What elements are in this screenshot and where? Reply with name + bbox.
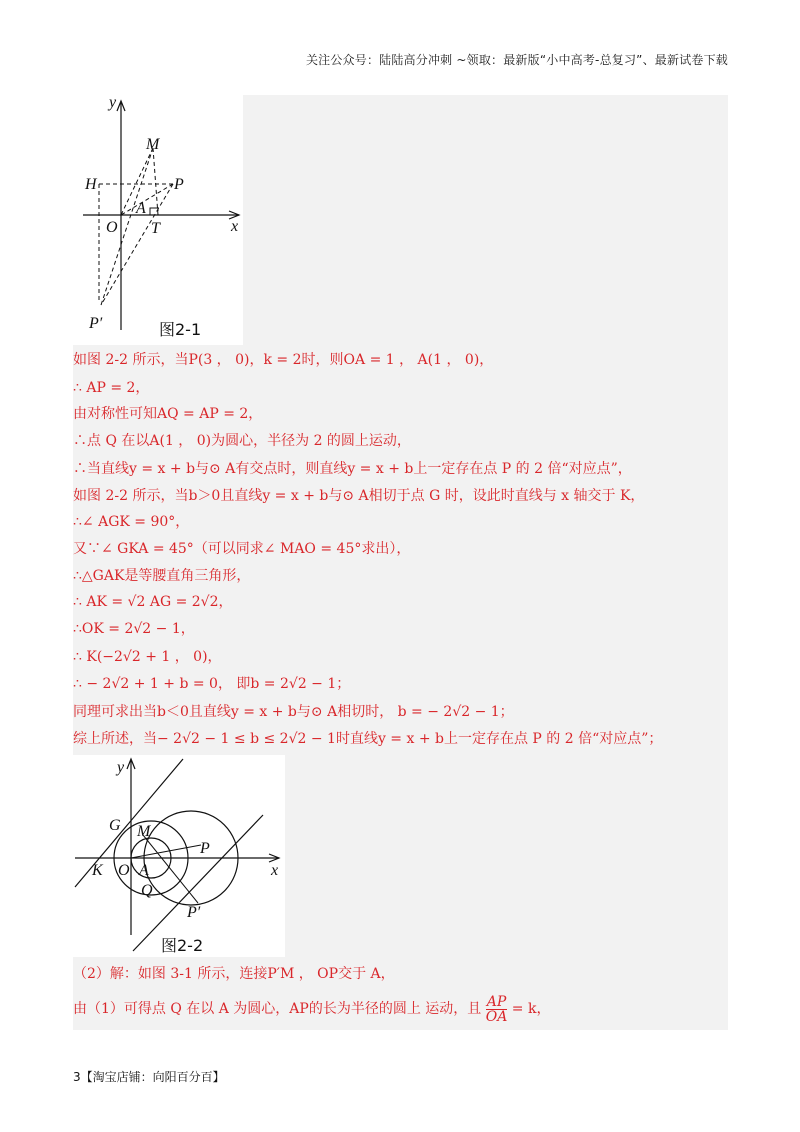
solution-line-17 [73, 994, 550, 1024]
label-O: O [106, 219, 118, 236]
solution-line-8: 又∵∠ GKA = 45°（可以同求∠ MAO = 45°求出）， [73, 541, 411, 557]
solution-line-10: ∴ AK = √2 AG = 2√2， [73, 594, 233, 610]
label-A: A [136, 200, 146, 217]
solution-line-4: ∴点 Q 在以A(1 ， 0)为圆心，半径为 2 的圆上运动， [73, 433, 411, 449]
solution-line-7: ∴∠ AGK = 90°， [73, 514, 190, 530]
figure-2-2-caption: 图2-2 [161, 936, 204, 955]
solution-line-12: ∴ K(−2√2 + 1 ， 0)， [73, 649, 222, 665]
label-G: G [109, 817, 121, 834]
solution-line-5: ∴当直线y = x + b与⊙ A有交点时，则直线y = x + b上一定存在点 P 的 2 倍“对应点”， [73, 461, 632, 477]
figure-2-1-svg [73, 95, 243, 345]
label-K: K [92, 862, 103, 879]
label-O: O [118, 862, 130, 879]
solution-line-6: 如图 2-2 所示，当b＞0且直线y = x + b与⊙ A相切于点 G 时，设此时直线与 x 轴交于 K， [73, 488, 645, 504]
label-P-prime: P′ [187, 904, 201, 921]
page-footer: 3【淘宝店铺：向阳百分百】 [73, 1070, 225, 1084]
figure-2-1-caption: 图2-1 [159, 320, 202, 339]
label-x: x [231, 218, 239, 235]
label-P: P [174, 176, 184, 193]
fraction-AP-OA [486, 995, 508, 1024]
label-P: P [200, 840, 210, 857]
line-17-tail: = k， [511, 1001, 551, 1017]
fraction-numerator: AP [486, 993, 507, 1010]
label-M: M [137, 823, 151, 840]
figure-2-1 [73, 95, 243, 345]
dashed-MT [153, 148, 158, 215]
solution-line-16: （2）解：如图 3-1 所示，连接P′M ， OP交于 A， [73, 966, 395, 982]
label-x: x [271, 862, 279, 879]
solution-line-1: 如图 2-2 所示，当P(3 ， 0)，k = 2时，则OA = 1 ， A(1 ， 0)， [73, 352, 494, 368]
solution-line-13: ∴ − 2√2 + 1 + b = 0， 即b = 2√2 − 1； [73, 676, 351, 692]
solution-line-11: ∴OK = 2√2 − 1， [73, 621, 195, 637]
label-H: H [85, 176, 97, 193]
solution-line-3: 由对称性可知AQ = AP = 2， [73, 406, 263, 422]
figure-2-2-svg [73, 755, 285, 957]
label-y: y [117, 759, 125, 776]
label-y: y [109, 95, 117, 111]
label-T: T [151, 220, 160, 237]
solution-line-2: ∴ AP = 2， [73, 380, 150, 396]
solution-line-14: 同理可求出当b＜0且直线y = x + b与⊙ A相切时， b = − 2√2 − 1； [73, 704, 514, 720]
label-M: M [146, 136, 160, 153]
label-A: A [139, 862, 149, 879]
label-P-prime: P′ [89, 315, 103, 332]
solution-line-15: 综上所述，当− 2√2 − 1 ≤ b ≤ 2√2 − 1时直线y = x + b上一定存在点 P 的 2 倍“对应点”； [73, 731, 663, 747]
segment-OP [131, 845, 201, 858]
line-17-text: 由（1）可得点 Q 在以 A 为圆心，AP的长为半径的圆上 运动，且 [73, 1001, 482, 1017]
label-Q: Q [141, 882, 153, 899]
figure-2-2 [73, 755, 285, 957]
fraction-denominator: OA [485, 1008, 508, 1025]
page-header: 关注公众号：陆陆高分冲刺 ~领取：最新版“小中高考-总复习”、最新试卷下载 [305, 53, 728, 67]
solution-line-9: ∴△GAK是等腰直角三角形， [73, 568, 251, 584]
